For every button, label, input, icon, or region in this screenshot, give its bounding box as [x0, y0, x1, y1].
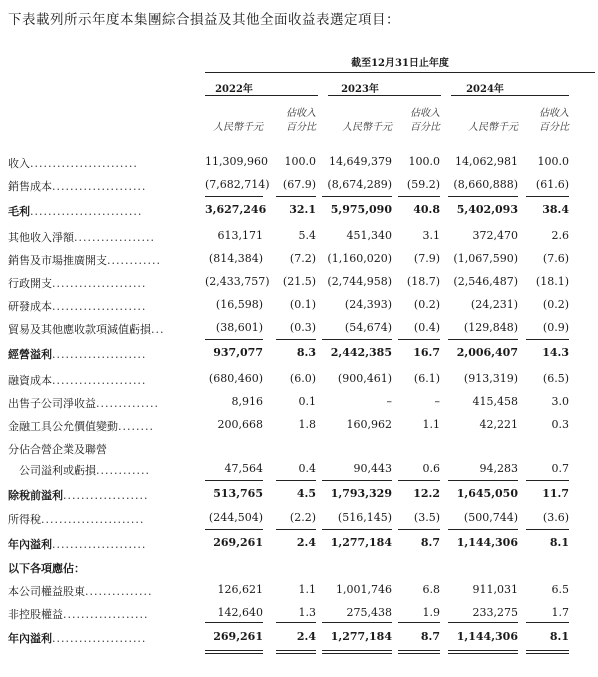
row-label-text: 出售子公司淨收益 — [8, 397, 96, 410]
row-value: 3,627,246 — [205, 203, 267, 216]
row-label — [8, 229, 193, 245]
total-double-rule — [526, 650, 569, 654]
row-value: (3.5) — [413, 511, 440, 524]
subtotal-rule — [276, 339, 316, 340]
subtotal-rule — [448, 196, 518, 197]
row-value: 6.8 — [422, 583, 440, 596]
row-value: (500,744) — [463, 511, 518, 524]
row-value: 42,221 — [479, 418, 518, 431]
subtotal-rule — [205, 480, 263, 481]
row-leader-dots: ......................... — [30, 205, 143, 218]
row-label — [8, 346, 193, 362]
row-value: 14,649,379 — [329, 155, 392, 168]
total-double-rule — [205, 650, 263, 654]
row-label-text: 本公司權益股東 — [8, 585, 85, 598]
row-value: (6.5) — [542, 372, 569, 385]
row-label-text: 公司溢利或虧損 — [8, 464, 96, 477]
row-label — [8, 630, 193, 646]
subtotal-rule — [322, 339, 392, 340]
row-value: (7.6) — [542, 252, 569, 265]
row-value: 16.7 — [413, 346, 440, 359]
row-leader-dots: ............ — [96, 464, 150, 477]
table-row — [0, 321, 598, 341]
row-label — [8, 487, 193, 503]
total-double-rule — [398, 650, 440, 654]
row-value: 6.5 — [551, 583, 569, 596]
table-row — [0, 560, 598, 580]
row-value: 451,340 — [346, 229, 392, 242]
row-value: 8,916 — [231, 395, 263, 408]
subtotal-rule — [276, 622, 316, 623]
row-value: (0.2) — [413, 298, 440, 311]
row-label-text: 收入 — [8, 157, 30, 170]
subtotal-rule — [205, 529, 263, 530]
row-value: 200,668 — [217, 418, 263, 431]
total-double-rule — [276, 650, 316, 654]
row-value: – — [386, 395, 392, 408]
table-row — [0, 630, 598, 650]
row-leader-dots: ................... — [63, 608, 149, 621]
row-label-text: 所得稅 — [8, 513, 41, 526]
row-value: 269,261 — [213, 630, 263, 643]
row-value: (244,504) — [208, 511, 263, 524]
row-value: (18.7) — [406, 275, 440, 288]
row-value: 0.3 — [551, 418, 569, 431]
row-value: 1.8 — [298, 418, 316, 431]
row-label — [8, 178, 193, 194]
table-row — [0, 487, 598, 507]
row-label — [8, 441, 193, 457]
row-value: 1,001,746 — [336, 583, 392, 596]
pct-label-2024-b: 百分比 — [539, 122, 569, 133]
row-value: 2,006,407 — [456, 346, 518, 359]
row-value: 8.1 — [549, 536, 569, 549]
row-value: (1,067,590) — [453, 252, 518, 265]
year-rule-2024 — [451, 95, 569, 96]
row-value: (900,461) — [337, 372, 392, 385]
row-value: 1,144,306 — [456, 536, 518, 549]
row-label-text: 貿易及其他應收款項減值虧損 — [8, 323, 151, 336]
row-label — [8, 252, 193, 268]
row-leader-dots: ..................... — [52, 374, 147, 387]
row-leader-dots: ... — [151, 323, 165, 336]
row-value: 275,438 — [346, 606, 392, 619]
subtotal-rule — [398, 622, 440, 623]
row-value: 100.0 — [537, 155, 569, 168]
row-value: 12.2 — [413, 487, 440, 500]
subtotal-rule — [448, 339, 518, 340]
table-row — [0, 275, 598, 295]
row-value: 126,621 — [217, 583, 263, 596]
row-label-text: 毛利 — [8, 205, 30, 218]
row-value: 1.1 — [298, 583, 316, 596]
row-leader-dots: ..................... — [52, 180, 147, 193]
year-header-2024: 2024年 — [466, 84, 504, 95]
row-value: 100.0 — [408, 155, 440, 168]
row-value: 40.8 — [413, 203, 440, 216]
row-value: (21.5) — [282, 275, 316, 288]
unit-label-2024: 人民幣千元 — [468, 122, 518, 133]
row-value: 4.5 — [296, 487, 316, 500]
row-value: 100.0 — [284, 155, 316, 168]
row-value: 269,261 — [213, 536, 263, 549]
subtotal-rule — [398, 196, 440, 197]
subtotal-rule — [276, 196, 316, 197]
subtotal-rule — [526, 196, 569, 197]
row-label — [8, 321, 193, 337]
subtotal-rule — [448, 529, 518, 530]
row-leader-dots: .................. — [74, 231, 155, 244]
row-value: (0.9) — [542, 321, 569, 334]
row-value: (1,160,020) — [327, 252, 392, 265]
row-value: 1.3 — [298, 606, 316, 619]
row-value: (2,433,757) — [205, 275, 270, 288]
row-value: (2.2) — [289, 511, 316, 524]
row-value: 14,062,981 — [455, 155, 518, 168]
row-value: 0.4 — [298, 462, 316, 475]
row-label-text: 經營溢利 — [8, 348, 52, 361]
row-leader-dots: ..................... — [52, 300, 147, 313]
row-leader-dots: ....................... — [41, 513, 145, 526]
subtotal-rule — [276, 480, 316, 481]
pct-label-2022-b: 百分比 — [286, 122, 316, 133]
row-value: 2.4 — [296, 630, 316, 643]
row-value: (8,660,888) — [453, 178, 518, 191]
unit-label-2022: 人民幣千元 — [213, 122, 263, 133]
row-value: 90,443 — [353, 462, 392, 475]
row-label-text: 銷售成本 — [8, 180, 52, 193]
row-leader-dots: ..................... — [52, 632, 147, 645]
row-value: (0.4) — [413, 321, 440, 334]
row-leader-dots: ..................... — [52, 538, 147, 551]
row-leader-dots: ..................... — [52, 348, 147, 361]
row-label — [8, 155, 193, 171]
row-value: 2.6 — [551, 229, 569, 242]
row-value: (24,393) — [344, 298, 392, 311]
row-value: 513,765 — [213, 487, 263, 500]
year-rule-2023 — [328, 95, 441, 96]
row-value: 142,640 — [217, 606, 263, 619]
row-leader-dots: ..................... — [52, 277, 147, 290]
row-value: 160,962 — [346, 418, 392, 431]
year-header-2023: 2023年 — [341, 84, 379, 95]
year-header-2022: 2022年 — [215, 84, 253, 95]
row-value: 233,275 — [472, 606, 518, 619]
row-label-text: 除稅前溢利 — [8, 489, 63, 502]
subtotal-rule — [526, 339, 569, 340]
table-row — [0, 372, 598, 392]
pct-label-2023-b: 百分比 — [410, 122, 440, 133]
period-header: 截至12月31日止年度 — [351, 58, 449, 69]
row-value: (0.2) — [542, 298, 569, 311]
row-value: (8,674,289) — [327, 178, 392, 191]
row-value: 14.3 — [542, 346, 569, 359]
period-header-rule — [205, 72, 595, 73]
row-value: 1,645,050 — [456, 487, 518, 500]
row-value: (38,601) — [215, 321, 263, 334]
row-leader-dots: .............. — [96, 397, 159, 410]
table-row — [0, 536, 598, 556]
table-row — [0, 395, 598, 415]
row-value: 32.1 — [289, 203, 316, 216]
row-label — [8, 372, 193, 388]
row-value: (0.1) — [289, 298, 316, 311]
row-value: 5.4 — [298, 229, 316, 242]
row-value: 3.0 — [551, 395, 569, 408]
table-row — [0, 178, 598, 198]
subtotal-rule — [448, 622, 518, 623]
row-label — [8, 606, 193, 622]
row-leader-dots: ............... — [85, 585, 153, 598]
row-label-text: 融資成本 — [8, 374, 52, 387]
table-row — [0, 229, 598, 249]
row-value: (516,145) — [337, 511, 392, 524]
subtotal-rule — [322, 196, 392, 197]
row-label — [8, 462, 193, 478]
row-value: 415,458 — [472, 395, 518, 408]
row-value: – — [434, 395, 440, 408]
intro-text: 下表載列所示年度本集團綜合損益及其他全面收益表選定項目： — [8, 12, 400, 28]
table-row — [0, 298, 598, 318]
row-value: (680,460) — [208, 372, 263, 385]
row-value: (913,319) — [463, 372, 518, 385]
row-value: 937,077 — [213, 346, 263, 359]
row-value: (814,384) — [208, 252, 263, 265]
row-value: (18.1) — [535, 275, 569, 288]
subtotal-rule — [398, 339, 440, 340]
year-rule-2022 — [205, 95, 318, 96]
row-value: 1,277,184 — [330, 630, 392, 643]
pct-label-2024-a: 佔收入 — [539, 108, 569, 119]
row-leader-dots: ........................ — [30, 157, 138, 170]
table-row — [0, 441, 598, 461]
row-label-text: 以下各項應佔： — [8, 562, 85, 575]
unit-label-2023: 人民幣千元 — [342, 122, 392, 133]
table-row — [0, 155, 598, 175]
row-label — [8, 203, 193, 219]
row-label — [8, 560, 193, 576]
row-value: 94,283 — [479, 462, 518, 475]
row-value: (6.1) — [413, 372, 440, 385]
table-row — [0, 462, 598, 482]
row-leader-dots: ........ — [118, 420, 154, 433]
row-value: 5,975,090 — [330, 203, 392, 216]
subtotal-rule — [526, 622, 569, 623]
row-value: 8.7 — [420, 536, 440, 549]
row-value: (129,848) — [463, 321, 518, 334]
row-label — [8, 583, 193, 599]
row-value: 3.1 — [422, 229, 440, 242]
row-label-text: 行政開支 — [8, 277, 52, 290]
total-double-rule — [322, 650, 392, 654]
table-row — [0, 511, 598, 531]
subtotal-rule — [276, 529, 316, 530]
row-value: (16,598) — [215, 298, 263, 311]
subtotal-rule — [205, 622, 263, 623]
subtotal-rule — [205, 339, 263, 340]
pct-label-2022-a: 佔收入 — [286, 108, 316, 119]
row-value: 911,031 — [472, 583, 518, 596]
row-label — [8, 418, 193, 434]
subtotal-rule — [322, 622, 392, 623]
row-value: 8.3 — [296, 346, 316, 359]
table-row — [0, 583, 598, 603]
row-value: (7,682,714) — [205, 178, 270, 191]
row-label — [8, 511, 193, 527]
row-label — [8, 395, 193, 411]
row-value: 613,171 — [217, 229, 263, 242]
row-value: 1.9 — [422, 606, 440, 619]
row-value: 5,402,093 — [456, 203, 518, 216]
row-value: 1.7 — [551, 606, 569, 619]
row-value: (61.6) — [535, 178, 569, 191]
table-row — [0, 418, 598, 438]
row-value: (6.0) — [289, 372, 316, 385]
row-value: (54,674) — [344, 321, 392, 334]
row-value: (2,546,487) — [453, 275, 518, 288]
row-value: 8.1 — [549, 630, 569, 643]
row-value: 2,442,385 — [330, 346, 392, 359]
row-value: (3.6) — [542, 511, 569, 524]
subtotal-rule — [526, 529, 569, 530]
row-value: 1,277,184 — [330, 536, 392, 549]
table-row — [0, 252, 598, 272]
row-value: 1.1 — [422, 418, 440, 431]
row-value: 11.7 — [542, 487, 569, 500]
subtotal-rule — [526, 480, 569, 481]
row-value: 372,470 — [472, 229, 518, 242]
row-value: 0.1 — [298, 395, 316, 408]
row-leader-dots: ................... — [63, 489, 149, 502]
subtotal-rule — [398, 480, 440, 481]
row-value: 1,793,329 — [330, 487, 392, 500]
table-row — [0, 606, 598, 626]
row-value: (7.2) — [289, 252, 316, 265]
row-value: (24,231) — [470, 298, 518, 311]
row-value: 8.7 — [420, 630, 440, 643]
subtotal-rule — [448, 480, 518, 481]
row-label — [8, 536, 193, 552]
row-leader-dots: ............ — [107, 254, 161, 267]
row-value: 0.7 — [551, 462, 569, 475]
row-label-text: 年內溢利 — [8, 632, 52, 645]
total-double-rule — [448, 650, 518, 654]
row-value: 2.4 — [296, 536, 316, 549]
table-row — [0, 346, 598, 366]
row-label-text: 非控股權益 — [8, 608, 63, 621]
row-label-text: 研發成本 — [8, 300, 52, 313]
subtotal-rule — [322, 529, 392, 530]
row-value: 38.4 — [542, 203, 569, 216]
row-label-text: 金融工具公允價值變動 — [8, 420, 118, 433]
row-value: 47,564 — [224, 462, 263, 475]
row-value: 11,309,960 — [205, 155, 268, 168]
row-label-text: 分佔合營企業及聯營 — [8, 443, 107, 456]
row-label-text: 年內溢利 — [8, 538, 52, 551]
pct-label-2023-a: 佔收入 — [410, 108, 440, 119]
subtotal-rule — [398, 529, 440, 530]
row-value: (59.2) — [406, 178, 440, 191]
row-value: 1,144,306 — [456, 630, 518, 643]
row-label-text: 其他收入淨額 — [8, 231, 74, 244]
row-label — [8, 298, 193, 314]
row-label-text: 銷售及市場推廣開支 — [8, 254, 107, 267]
row-value: (2,744,958) — [327, 275, 392, 288]
row-value: (0.3) — [289, 321, 316, 334]
subtotal-rule — [205, 196, 263, 197]
row-value: (67.9) — [282, 178, 316, 191]
row-label — [8, 275, 193, 291]
table-row — [0, 203, 598, 223]
row-value: 0.6 — [422, 462, 440, 475]
row-value: (7.9) — [413, 252, 440, 265]
subtotal-rule — [322, 480, 392, 481]
